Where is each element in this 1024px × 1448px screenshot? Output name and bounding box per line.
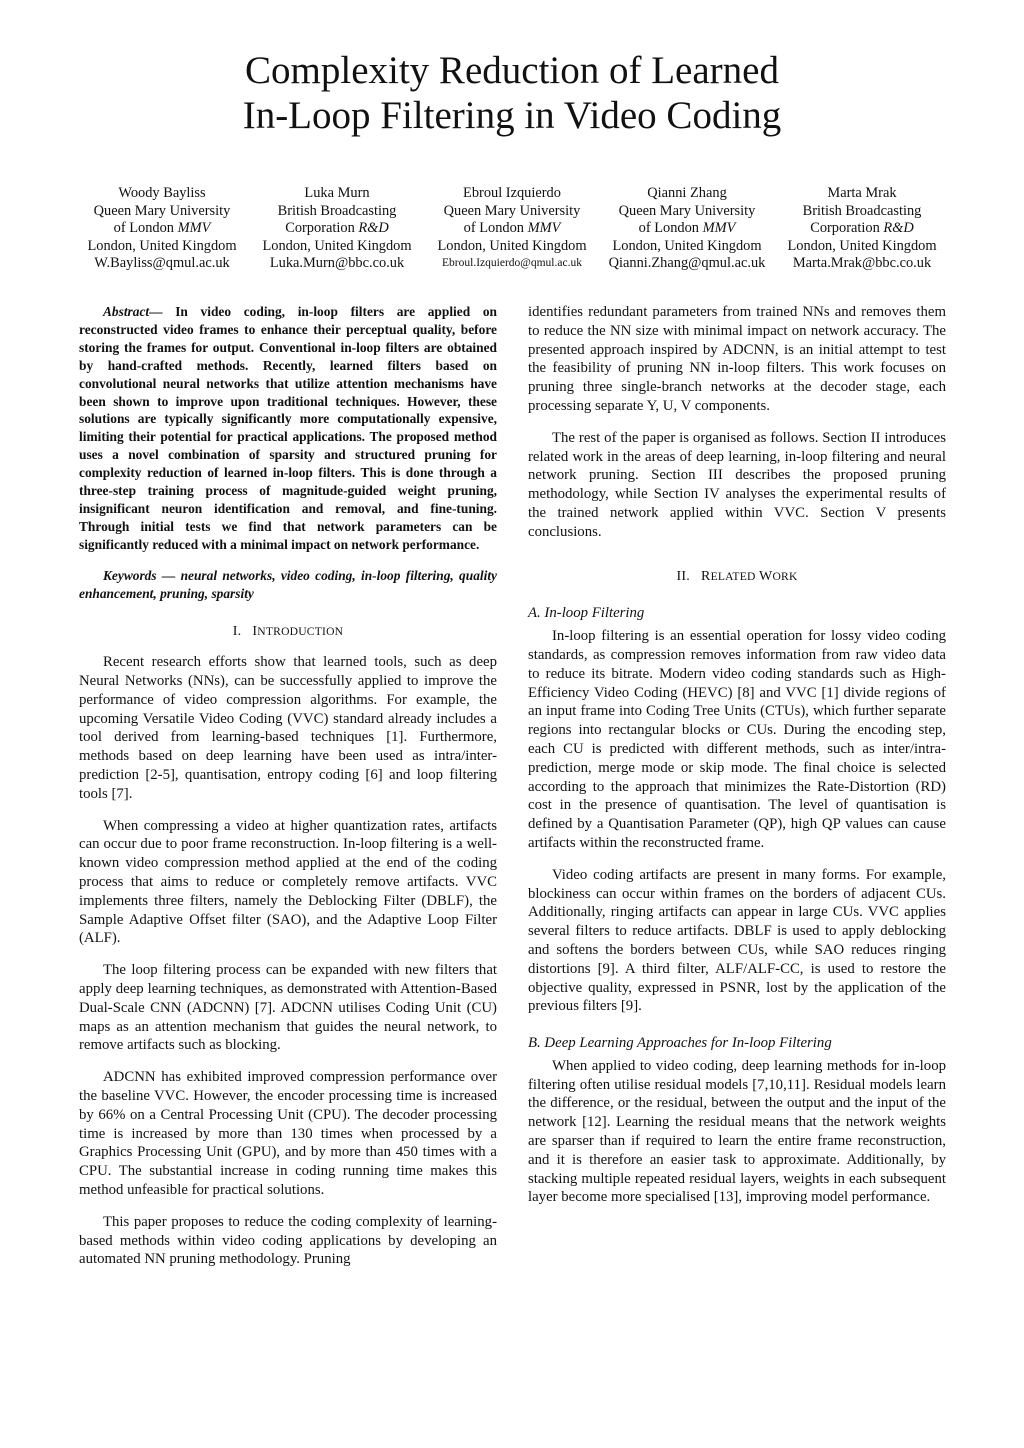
author-email: Ebroul.Izquierdo@qmul.ac.uk — [442, 257, 582, 269]
author-list — [76, 185, 948, 273]
paragraph: identifies redundant parameters from trained NNs and removes them to reduce the NN size with minimal impact on network accuracy. The presented approach inspired by ADCNN, is an initial attempt to test the feasibility of pruning NN in-loop filters. This work focuses on pruning three single-branch networks at the decoder stage, each processing separate Y, U, V components. — [528, 304, 946, 414]
author-affiliation: Queen Mary University — [618, 202, 756, 219]
paragraph: The loop filtering process can be expanded with new filters that apply deep learning techniques, as demonstrated with Attention-Based Dual-Scale CNN (ADCNN) [7]. ADCNN utilises Coding Unit (CU) maps as an attention mechanism that guides the neural network, to remove artifacts such as blocking. — [79, 962, 497, 1054]
author-name: Marta Mrak — [827, 185, 897, 201]
paragraph: Recent research efforts show that learned tools, such as deep Neural Networks (NNs), can be successfully applied to improve the performance of video compression algorithms. For example, the upcoming Versatile Video Coding (VVC) standard already includes a tool derived from learning-based techniques [1]. Furthermore, methods based on deep learning have been used as intra/inter-prediction [2-5], quantisation, entropy coding [6] and loop filtering tools [7]. — [79, 654, 497, 802]
author-affiliation: Queen Mary University — [93, 202, 231, 219]
author-location: London, United Kingdom — [437, 237, 587, 254]
author-affiliation-2: of London MMV — [113, 220, 211, 236]
abstract-label: Abstract — [103, 304, 150, 319]
author-location: London, United Kingdom — [262, 237, 412, 254]
keywords: Keywords — neural networks, video coding, in-loop filtering, quality enhancement, pruning, sparsity — [79, 567, 497, 601]
subsection-heading-deep-learning: B. Deep Learning Approaches for In-loop Filtering — [528, 1035, 832, 1052]
author-affiliation: Queen Mary University — [443, 202, 581, 219]
author-location: London, United Kingdom — [612, 237, 762, 254]
author-location: London, United Kingdom — [787, 237, 937, 254]
author-email: Marta.Mrak@bbc.co.uk — [792, 255, 932, 271]
paragraph: When compressing a video at higher quantization rates, artifacts can occur due to poor frame reconstruction. In-loop filtering is a well-known video compression method applied at the end of the coding process that aims to reduce or completely remove artifacts. VVC implements three filters, namely the Deblocking Filter (DBLF), the Sample Adaptive Offset filter (SAO), and the Adaptive Loop Filter (ALF). — [79, 817, 497, 947]
author-affiliation-2: of London MMV — [638, 220, 736, 236]
paper-title — [0, 48, 1024, 138]
paragraph: Video coding artifacts are present in many forms. For example, blockiness can occur within frames on the borders of adjacent CUs. Additionally, ringing artifacts can appear in large CUs. VVC applies several filters to reduce artifacts. DBLF is used to apply deblocking and softens the borders between CUs, while SAO reduces ringing distortions [9]. A third filter, ALF/ALF-CC, is used to restore the objective quality, expressed in PSNR, lost by the application of the previous filters [9]. — [528, 866, 946, 1015]
title-line-2: In-Loop Filtering in Video Coding — [242, 94, 782, 137]
right-column — [528, 303, 946, 1220]
section-heading-related-work: II. RELATED WORK — [676, 568, 798, 584]
title-line-1: Complexity Reduction of Learned — [245, 49, 779, 92]
left-column — [79, 303, 497, 1282]
author-block — [601, 185, 773, 273]
author-name: Woody Bayliss — [118, 185, 206, 201]
author-block — [76, 185, 248, 273]
paragraph: When applied to video coding, deep learning methods for in-loop filtering often utilise residual models [7,10,11]. Residual models learn the difference, or the residual, between the output and the input of the network [12]. Learning the residual means that the network weights are sparser than if required to learn the entire frame reconstruction, and it is therefore an easier task to approximate. Additionally, by stacking multiple repeated residual layers, weights in each subsequent layer become more specialised [13], improving model performance. — [528, 1057, 946, 1206]
abstract — [79, 303, 497, 554]
author-location: London, United Kingdom — [87, 237, 237, 254]
author-email: W.Bayliss@qmul.ac.uk — [94, 255, 230, 271]
paragraph: ADCNN has exhibited improved compression performance over the baseline VVC. However, the encoder processing time is increased by 66% on a Central Processing Unit (CPU). The decoder processing time is increased by more than 130 times when processed by a Graphics Processing Unit (GPU), and by more than 450 times with a CPU. The substantial increase in coding running time makes this method unfeasible for practical solutions. — [79, 1069, 497, 1199]
paragraph: The rest of the paper is organised as follows. Section II introduces related work in the areas of deep learning, in-loop filtering and neural network pruning. Section III describes the proposed pruning methodology, while Section IV analyses the experimental results of the trained network applied within VVC. Section V presents conclusions. — [528, 429, 946, 540]
author-email: Luka.Murn@bbc.co.uk — [269, 255, 405, 271]
author-affiliation-2: of London MMV — [463, 220, 561, 236]
author-name: Qianni Zhang — [647, 185, 727, 201]
author-affiliation: British Broadcasting — [277, 202, 397, 219]
abstract-text: — In video coding, in-loop filters are applied on reconstructed video frames to enhance their perceptual quality, before storing the frames for output. Conventional in-loop filters are obtained by hand-crafted methods. Recently, learned filters based on convolutional neural networks that utilize attention mechanisms have been shown to improve upon traditional techniques. However, these solutions are typically significantly more computationally expensive, limiting their potential for practical applications. The proposed method uses a novel combination of sparsity and structured pruning for complexity reduction of learned in-loop filters. This is done through a three-step training process of magnitude-guided weight pruning, insignificant neuron identification and removal, and fine-tuning. Through initial tests we find that network parameters can be significantly reduced with a minimal impact on network performance. — [79, 304, 497, 552]
author-block — [776, 185, 948, 273]
author-name: Ebroul Izquierdo — [463, 185, 561, 201]
subsection-heading-in-loop-filtering: A. In-loop Filtering — [528, 605, 645, 622]
author-affiliation-2: Corporation R&D — [285, 220, 389, 236]
author-email: Qianni.Zhang@qmul.ac.uk — [608, 255, 766, 271]
paragraph: This paper proposes to reduce the coding complexity of learning-based methods within video coding applications by developing an automated NN pruning methodology. Pruning — [79, 1213, 497, 1268]
section-heading-introduction: I. INTRODUCTION — [232, 623, 344, 639]
author-block — [251, 185, 423, 273]
author-affiliation: British Broadcasting — [802, 202, 922, 219]
author-block — [426, 185, 598, 273]
author-name: Luka Murn — [304, 185, 370, 201]
author-affiliation-2: Corporation R&D — [810, 220, 914, 236]
paragraph: In-loop filtering is an essential operation for lossy video coding standards, as compression removes information from raw video data to reduce its bitrate. Modern video coding standards such as High-Efficiency Video Coding (HEVC) [8] and VVC [1] divide regions of an input frame into Coding Tree Units (CTUs), which further separate regions into rectangular blocks or CUs. During the encoding step, each CU is predicted with different methods, such as inter/intra-prediction, merge mode or skip mode. The final choice is selected according to the approach that minimizes the Rate-Distortion (RD) cost in the presence of quantisation. The level of quantisation is defined by a Quantisation Parameter (QP), high QP values can cause artifacts within the reconstructed frame. — [528, 628, 946, 851]
